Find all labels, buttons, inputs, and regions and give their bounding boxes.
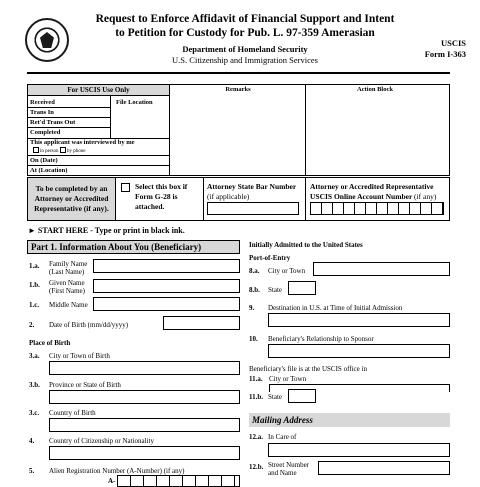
country-input[interactable]	[49, 418, 240, 432]
divider	[110, 96, 111, 139]
office-state-input[interactable]	[288, 389, 316, 403]
city-input[interactable]	[49, 361, 240, 375]
completed-label: Completed	[30, 129, 61, 136]
citizenship-num: 4.	[29, 437, 35, 445]
relationship-input[interactable]	[268, 344, 450, 358]
dob-input[interactable]	[163, 316, 240, 330]
form-title	[80, 12, 410, 40]
street-num: 12.b.	[249, 463, 264, 471]
dhs-seal-icon	[25, 18, 69, 62]
dob-num: 2.	[29, 321, 35, 329]
trans-out-label: Ret'd Trans Out	[30, 119, 76, 126]
city-num: 3.a.	[29, 352, 40, 360]
citizenship-input[interactable]	[49, 446, 240, 460]
street-input[interactable]	[318, 461, 450, 475]
relationship-num: 10.	[249, 335, 258, 343]
attorney-instruction: To be completed by an Attorney or Accredited Representative (if any).	[28, 178, 116, 220]
agency-name: U.S. Citizenship and Immigration Services	[172, 55, 318, 65]
care-of-input[interactable]	[268, 443, 450, 457]
province-num: 3.b.	[29, 381, 40, 389]
anum-input[interactable]	[117, 475, 240, 487]
department-name: Department of Homeland Security	[182, 44, 308, 54]
by-phone-label: by phone	[67, 149, 86, 154]
agency-short: USCIS	[440, 38, 466, 48]
office-city-num: 11.a.	[249, 375, 263, 383]
office-state-num: 11.b.	[249, 393, 264, 401]
middle-name-num: 1.c.	[29, 301, 40, 309]
at-location-label: At (Location)	[30, 167, 68, 174]
form-title-line2: to Petition for Custody for Pub. L. 97-359 Amerasian	[115, 27, 375, 39]
online-account-text: Attorney or Accredited Representative USCIS Online Account Number	[310, 182, 434, 201]
arrow-right-icon: ►	[28, 226, 36, 235]
given-name-num: 1.b.	[29, 281, 40, 289]
destination-input[interactable]	[268, 313, 450, 327]
province-label: Province or State of Birth	[49, 381, 121, 389]
citizenship-label: Country of Citizenship or Nationality	[49, 437, 154, 445]
poe-state-input[interactable]	[288, 281, 316, 295]
form-id-block	[400, 38, 466, 60]
in-person-checkbox[interactable]	[33, 147, 39, 153]
city-label: City or Town of Birth	[49, 352, 110, 360]
bar-number-label: Attorney State Bar Number	[207, 182, 297, 191]
by-phone-checkbox[interactable]	[60, 147, 66, 153]
anum-num: 5.	[29, 467, 35, 475]
g28-checkbox[interactable]	[121, 183, 130, 192]
anum-label: Alien Registration Number (A-Number) (if any)	[49, 467, 185, 475]
in-person-label: in person	[40, 149, 59, 154]
g28-label: Select this box if Form G-28 is attached.	[135, 182, 188, 211]
poe-state-num: 8.b.	[249, 286, 260, 294]
online-account-input[interactable]	[310, 202, 444, 215]
header-rule	[27, 72, 450, 74]
divider	[169, 85, 170, 176]
mailing-address-heading: Mailing Address	[249, 413, 450, 427]
divider	[28, 127, 110, 128]
family-name-label: Family Name (Last Name)	[49, 260, 88, 276]
online-account-label	[310, 182, 448, 202]
divider	[305, 178, 306, 221]
poe-city-num: 8.a.	[249, 267, 260, 275]
initially-admitted-heading: Initially Admitted to the United States	[249, 241, 363, 249]
middle-name-label: Middle Name	[49, 301, 88, 309]
file-office-label: Beneficiary's file is at the USCIS office in	[249, 365, 367, 373]
poe-city-input[interactable]	[313, 262, 450, 276]
given-name-label: Given Name (First Name)	[49, 279, 85, 295]
remarks-label: Remarks	[225, 86, 251, 93]
given-name-input[interactable]	[93, 279, 240, 293]
interviewed-label: This applicant was interviewed by me	[30, 139, 135, 146]
destination-num: 9.	[249, 304, 255, 312]
office-city-label: City or Town	[269, 375, 307, 383]
online-account-sub: (if any)	[414, 192, 437, 201]
divider	[203, 178, 204, 221]
anum-prefix: A-	[108, 477, 116, 485]
agency-block	[80, 44, 410, 66]
dob-label: Date of Birth (mm/dd/yyyy)	[49, 321, 129, 329]
family-name-num: 1.a.	[29, 262, 40, 270]
action-block-label: Action Block	[357, 86, 393, 93]
poe-state-label: State	[268, 286, 282, 294]
middle-name-input[interactable]	[93, 297, 240, 311]
form-title-line1: Request to Enforce Affidavit of Financial Support and Intent	[95, 13, 395, 25]
file-location-label: File Location	[116, 99, 153, 106]
bar-number-sub: (if applicable)	[207, 192, 250, 201]
divider	[28, 165, 169, 166]
country-num: 3.c.	[29, 409, 40, 417]
received-label: Received	[30, 99, 55, 106]
office-use-title: For USCIS Use Only	[28, 85, 169, 96]
destination-label: Destination in U.S. at Time of Initial Admission	[268, 304, 403, 312]
divider	[305, 85, 306, 176]
trans-in-label: Trans In	[30, 109, 54, 116]
place-of-birth-heading: Place of Birth	[29, 339, 71, 347]
care-of-num: 12.a.	[249, 433, 263, 441]
office-state-label: State	[268, 393, 282, 401]
relationship-label: Beneficiary's Relationship to Sponsor	[268, 335, 374, 343]
province-input[interactable]	[49, 390, 240, 404]
start-here	[28, 226, 185, 235]
form-number: Form I-363	[424, 49, 466, 59]
divider	[28, 107, 110, 108]
part1-header: Part 1. Information About You (Beneficiary)	[27, 240, 240, 254]
port-of-entry-heading: Port-of-Entry	[249, 254, 291, 262]
care-of-label: In Care of	[268, 433, 297, 441]
street-label: Street Number and Name	[268, 461, 310, 477]
bar-number-input[interactable]	[207, 202, 299, 215]
poe-city-label: City or Town	[268, 267, 306, 275]
family-name-input[interactable]	[93, 259, 240, 273]
on-date-label: On (Date)	[30, 157, 58, 164]
office-use-block	[27, 84, 450, 176]
divider	[28, 117, 110, 118]
start-here-text: START HERE - Type or print in black ink.	[37, 226, 185, 235]
country-label: Country of Birth	[49, 409, 96, 417]
divider	[28, 155, 169, 156]
